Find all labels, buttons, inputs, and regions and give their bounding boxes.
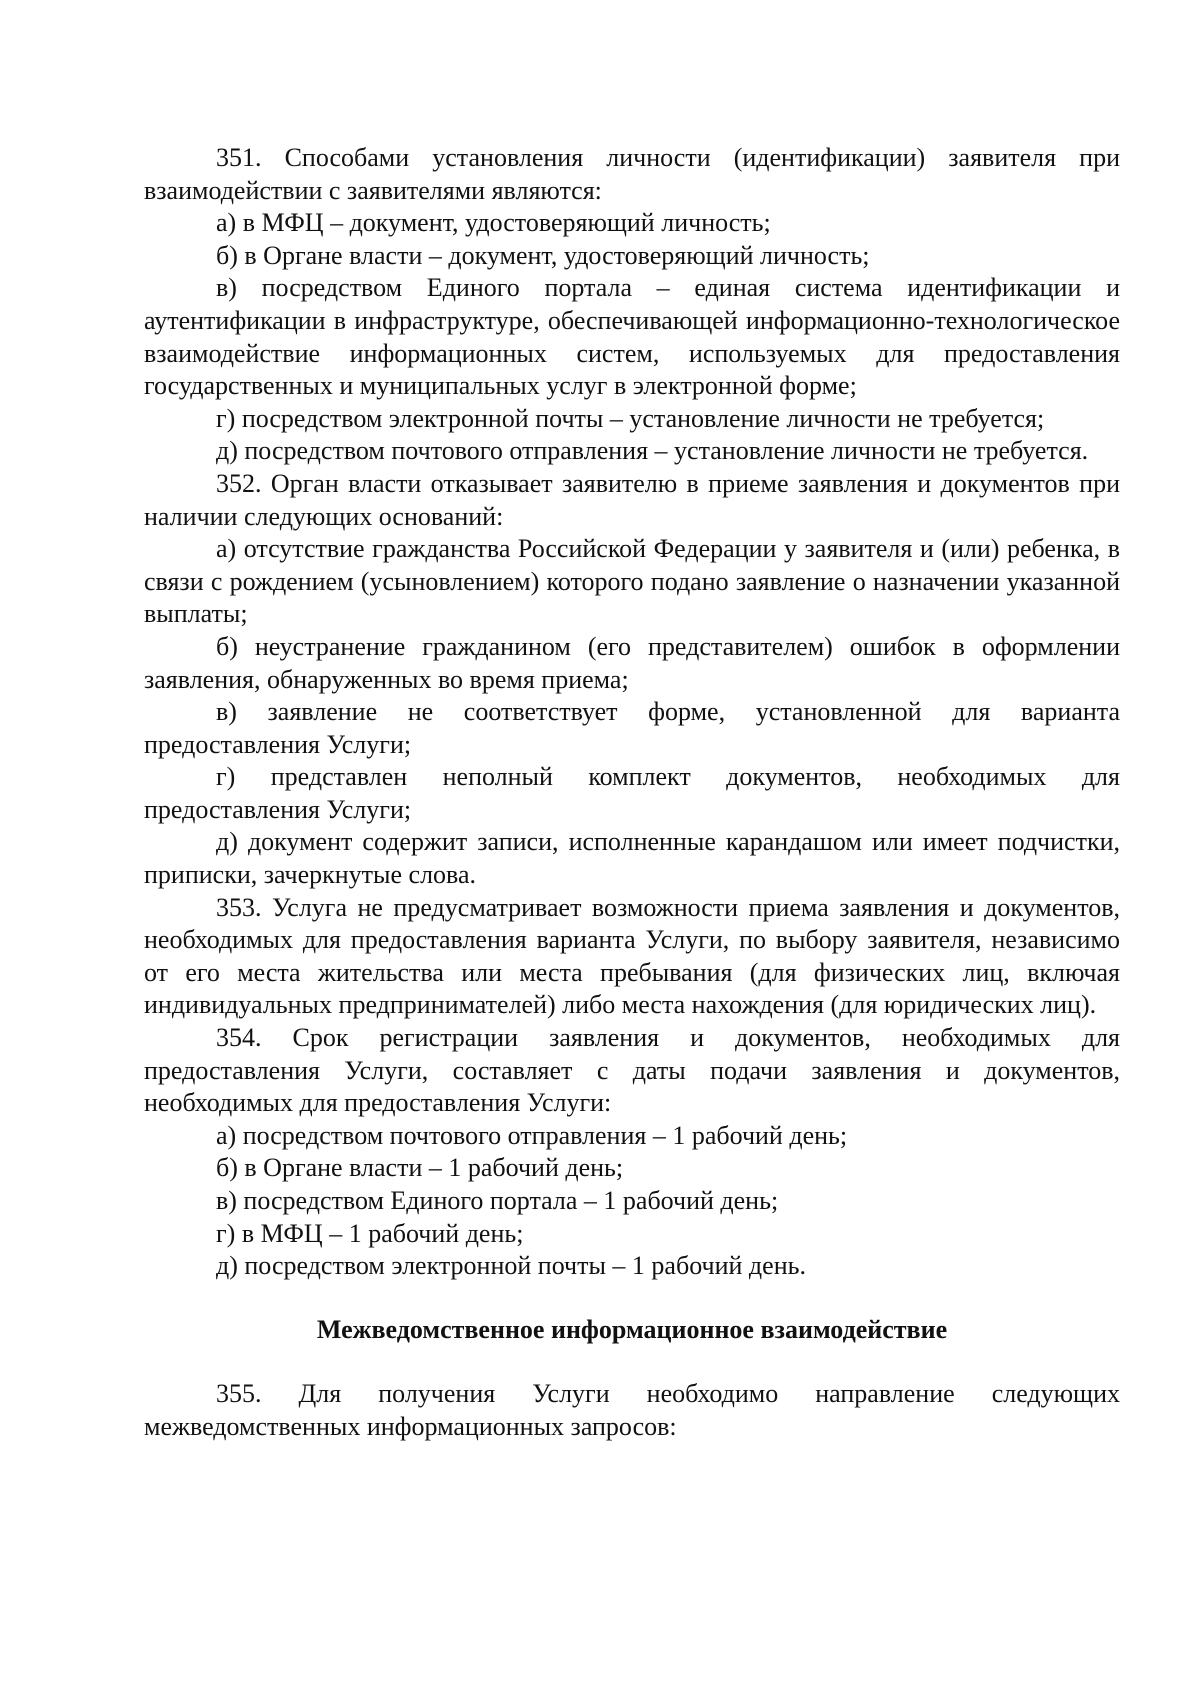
list-item-354-v: в) посредством Единого портала – 1 рабочий день; [216, 1186, 779, 1215]
list-item-352-b: б) неустранение гражданином (его представителем) ошибок в оформлении заявления, обнаруженных во время приема; [144, 631, 1120, 694]
list-item-351-a: а) в МФЦ – документ, удостоверяющий личность; [216, 208, 771, 238]
list-item-352-v: в) заявление не соответствует форме, установленной для варианта предоставления Услуги; [144, 697, 1120, 759]
list-item-354-b: б) в Органе власти – 1 рабочий день; [216, 1153, 624, 1183]
list-item-354-a: а) посредством почтового отправления – 1 рабочий день; [216, 1120, 848, 1150]
list-item-352-d: д) документ содержит записи, исполненные карандашом или имеет подчистки, приписки, зачеркнутые слова. [144, 827, 1120, 890]
list-item-351-v: в) посредством Единого портала – единая система идентификации и аутентификации в инфраструктуре, обеспечивающей информационно-технологическое взаимодействие информационных систем, используемых для предоставления государственных и муниципальных услуг в электронной форме; [144, 273, 1120, 401]
document-page [144, 142, 1120, 1444]
paragraph-352: 352. Орган власти отказывает заявителю в приеме заявления и документов при наличии следующих оснований: [144, 468, 1120, 531]
paragraph-353: 353. Услуга не предусматривает возможности приема заявления и документов, необходимых для предоставления варианта Услуги, по выбору заявителя, независимо от его места жительства или места пребывания (для физических лиц, включая индивидуальных предпринимателей) либо места нахождения (для юридических лиц). [144, 892, 1120, 1020]
paragraph-355: 355. Для получения Услуги необходимо направление следующих межведомственных информационных запросов: [144, 1379, 1120, 1441]
paragraph-351: 351. Способами установления личности (идентификации) заявителя при взаимодействии с заявителями являются: [144, 143, 1120, 205]
list-item-352-a: а) отсутствие гражданства Российской Федерации у заявителя и (или) ребенка, в связи с рождением (усыновлением) которого подано заявление о назначении указанной выплаты; [144, 534, 1120, 629]
list-item-354-d: д) посредством электронной почты – 1 рабочий день. [216, 1251, 806, 1281]
list-item-351-d: д) посредством почтового отправления – установление личности не требуется. [216, 436, 1089, 466]
list-item-351-b: б) в Органе власти – документ, удостоверяющий личность; [216, 240, 870, 270]
list-item-352-g: г) представлен неполный комплект документов, необходимых для предоставления Услуги; [144, 762, 1120, 824]
list-item-354-g: г) в МФЦ – 1 рабочий день; [216, 1218, 524, 1248]
paragraph-354: 354. Срок регистрации заявления и документов, необходимых для предоставления Услуги, составляет с даты подачи заявления и документов, необходимых для предоставления Услуги: [144, 1023, 1120, 1118]
section-heading: Межведомственное информационное взаимодействие [316, 1314, 948, 1344]
list-item-351-g: г) посредством электронной почты – установление личности не требуется; [216, 403, 1045, 433]
